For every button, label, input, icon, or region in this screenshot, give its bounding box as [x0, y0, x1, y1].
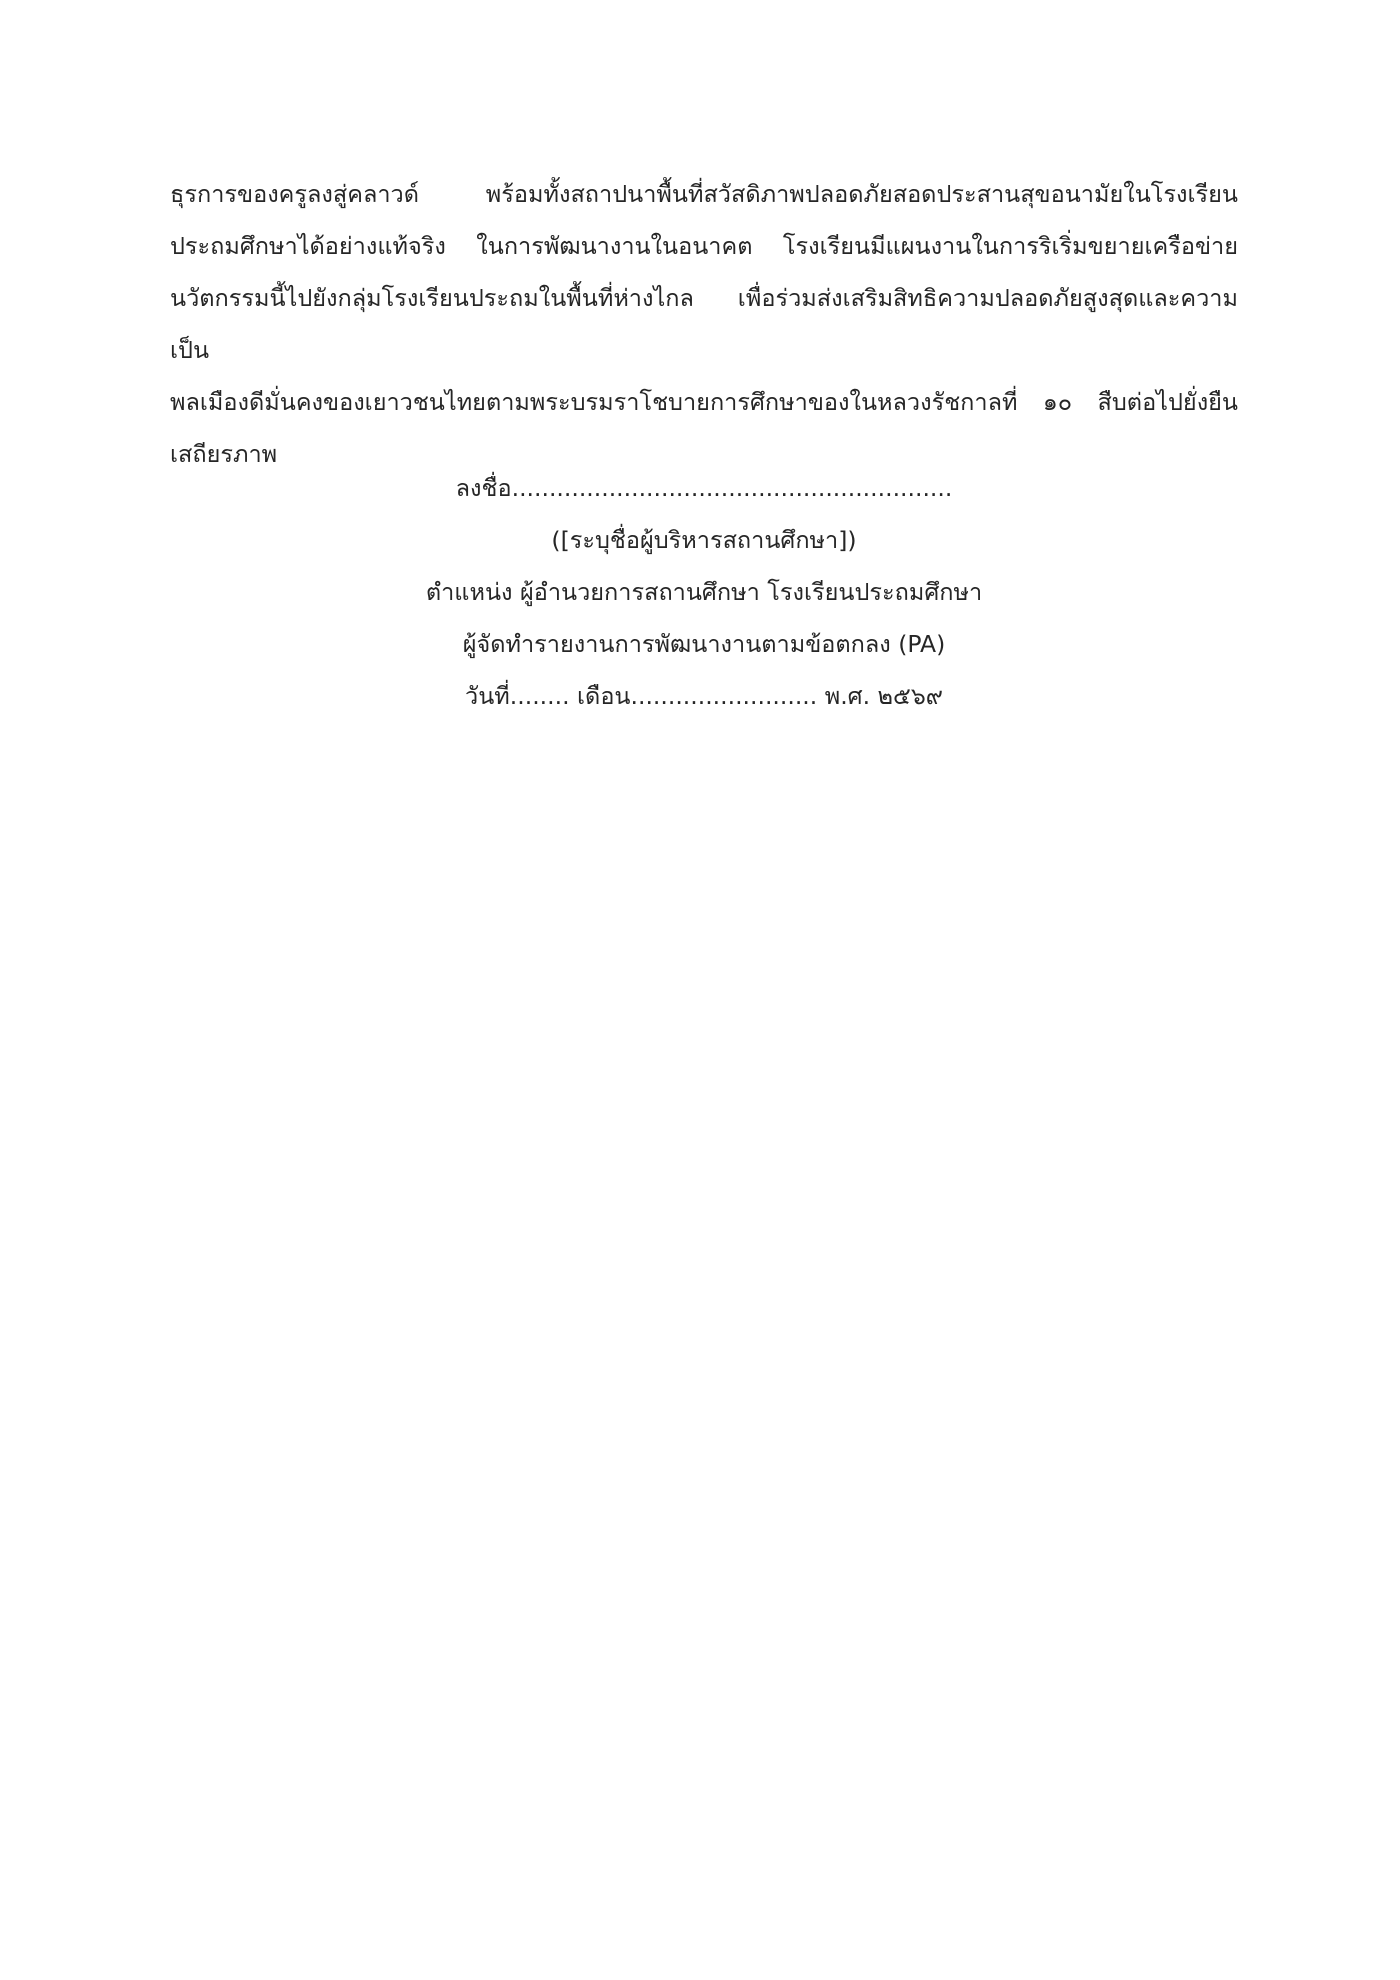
- paragraph-line-5: เสถียรภาพ: [170, 440, 278, 468]
- signature-block: [170, 462, 1238, 722]
- paragraph-line-1: ธุรการของครูลงสู่คลาวด์ พร้อมทั้งสถาปนาพื้นที่สวัสดิภาพปลอดภัยสอดประสานสุขอนามัยในโรงเรียน: [170, 180, 1238, 208]
- paragraph-line-2: ประถมศึกษาได้อย่างแท้จริง ในการพัฒนางานในอนาคต โรงเรียนมีแผนงานในการริเริ่มขยายเครือข่าย: [170, 232, 1238, 260]
- signature-line: ลงชื่อ...........................................................: [455, 474, 953, 502]
- signer-position: ตำแหน่ง ผู้อำนวยการสถานศึกษา โรงเรียนประถมศึกษา: [425, 578, 983, 606]
- paragraph-line-3: นวัตกรรมนี้ไปยังกลุ่มโรงเรียนประถมในพื้นที่ห่างไกล เพื่อร่วมส่งเสริมสิทธิความปลอดภัยสูงสุดและความเป็น: [170, 284, 1238, 364]
- body-paragraph: [170, 168, 1238, 480]
- signer-role: ผู้จัดทำรายงานการพัฒนางานตามข้อตกลง (PA): [462, 630, 946, 658]
- signature-date: วันที่........ เดือน......................... พ.ศ. ๒๕๖๙: [465, 682, 943, 710]
- signer-name: ([ระบุชื่อผู้บริหารสถานศึกษา]): [551, 526, 857, 554]
- paragraph-line-4: พลเมืองดีมั่นคงของเยาวชนไทยตามพระบรมราโชบายการศึกษาของในหลวงรัชกาลที่ ๑๐ สืบต่อไปยั่งยืน: [170, 388, 1238, 416]
